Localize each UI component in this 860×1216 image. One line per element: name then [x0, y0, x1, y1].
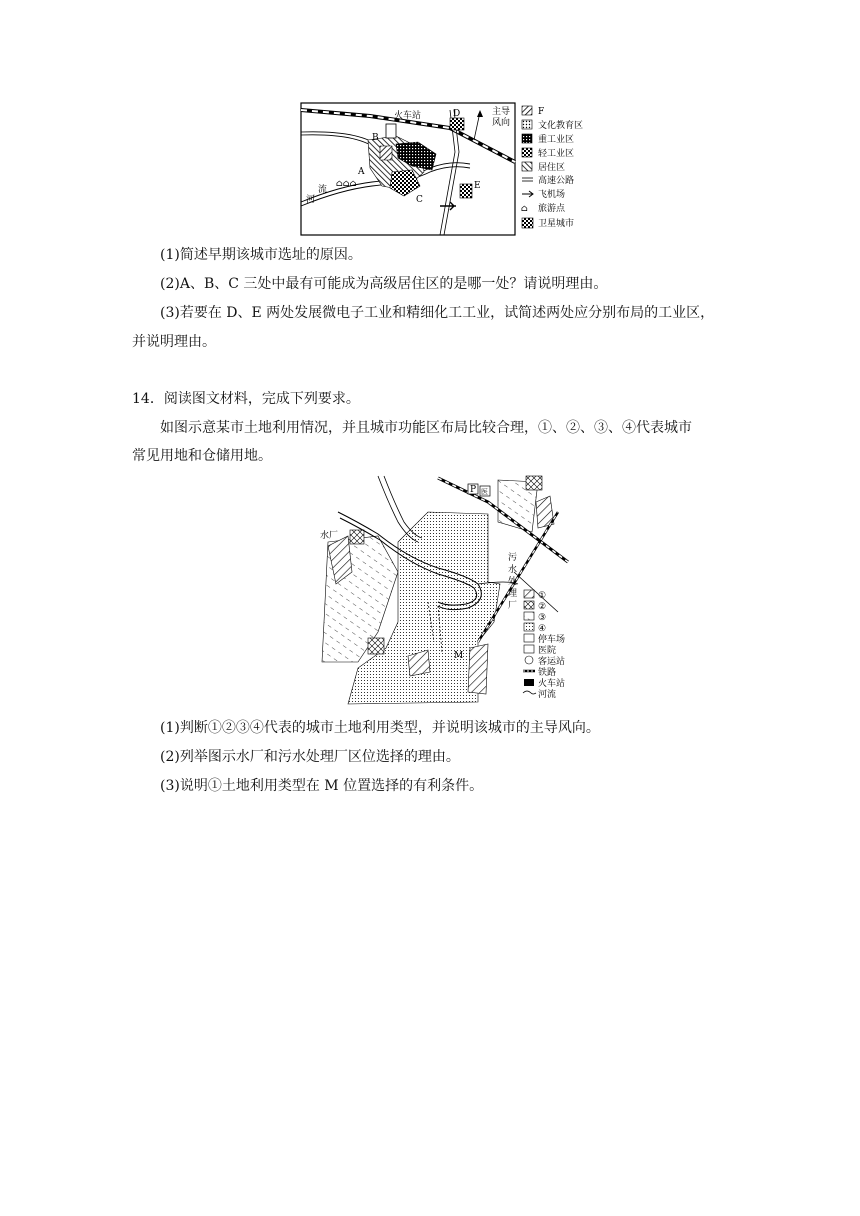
legend-2-item-8: 火车站	[538, 679, 566, 689]
legend-2-item-5: 医院	[538, 646, 557, 656]
label-a: A	[358, 167, 365, 177]
q14-question-1: (1)判断①②③④代表的城市土地利用类型，并说明该城市的主导风向。	[160, 720, 600, 736]
legend-1-item-4: 居住区	[538, 163, 566, 173]
label-d: D	[453, 109, 461, 119]
river-label-1: 河	[306, 195, 316, 205]
q14-intro-line-2: 常见用地和仓储用地。	[132, 448, 272, 464]
parking-symbol: P	[470, 485, 477, 495]
legend-2-item-2: ③	[538, 613, 547, 623]
map-2-legend	[523, 590, 565, 700]
legend-2-item-1: ②	[538, 602, 547, 612]
legend-2-item-0: ①	[538, 591, 547, 601]
train-station-label: 火车站	[394, 111, 422, 121]
sewage-label-4: 理	[508, 589, 518, 599]
sewage-label-2: 水	[508, 565, 518, 575]
sewage-label-5: 厂	[508, 601, 518, 611]
q13-question-3-line-2: 并说明理由。	[132, 334, 216, 350]
legend-1-item-3: 轻工业区	[538, 149, 575, 159]
wind-label-2: 风向	[492, 118, 511, 128]
legend-1-item-7: 旅游点	[538, 204, 566, 214]
legend-1-item-1: 文化教育区	[538, 121, 584, 131]
legend-1-item-8: 卫星城市	[538, 219, 575, 229]
legend-2-item-4: 停车场	[538, 635, 566, 645]
q13-question-1: (1)简述早期该城市选址的原因。	[160, 247, 362, 263]
map-1-legend	[521, 106, 583, 229]
legend-1-item-0: F	[538, 107, 545, 117]
tourism-icon: ⌂	[521, 204, 528, 214]
sewage-label-1: 污	[508, 553, 518, 563]
q14-intro-line-1: 如图示意某市土地利用情况，并且城市功能区布局比较合理，①、②、③、④代表城市	[160, 420, 692, 436]
hospital-symbol: 医	[481, 488, 488, 496]
svg-text:⌂⌂⌂: ⌂⌂⌂	[336, 179, 357, 189]
legend-1-item-2: 重工业区	[538, 135, 575, 145]
water-plant-label: 水厂	[320, 531, 339, 541]
land-use-map-2	[318, 472, 580, 708]
label-c: C	[416, 195, 423, 205]
label-b: B	[372, 133, 379, 143]
label-m: M	[454, 651, 464, 661]
q13-question-3-line-1: (3)若要在 D、E 两处发展微电子工业和精细化工工业，试简述两处应分别布局的工业区，	[160, 305, 715, 321]
legend-1-item-6: 飞机场	[538, 190, 566, 200]
sewage-label-3: 处	[508, 577, 518, 587]
legend-2-item-6: 客运站	[538, 657, 566, 667]
legend-2-item-3: ④	[538, 624, 547, 634]
label-e: E	[474, 181, 481, 191]
q14-title: 14．阅读图文材料，完成下列要求。	[132, 391, 360, 407]
river-label-2: 流	[318, 185, 328, 195]
q13-question-2: (2)A、B、C 三处中最有可能成为高级居住区的是哪一处？请说明理由。	[160, 276, 608, 292]
q14-question-3: (3)说明①土地利用类型在 M 位置选择的有利条件。	[160, 778, 484, 794]
q14-question-2: (2)列举图示水厂和污水处理厂区位选择的理由。	[160, 749, 460, 765]
legend-1-item-5: 高速公路	[538, 176, 575, 186]
city-layout-map-1	[300, 102, 590, 238]
legend-2-item-7: 铁路	[538, 668, 557, 678]
legend-2-item-9: 河流	[538, 690, 557, 700]
wind-label-1: 主导	[492, 107, 511, 117]
